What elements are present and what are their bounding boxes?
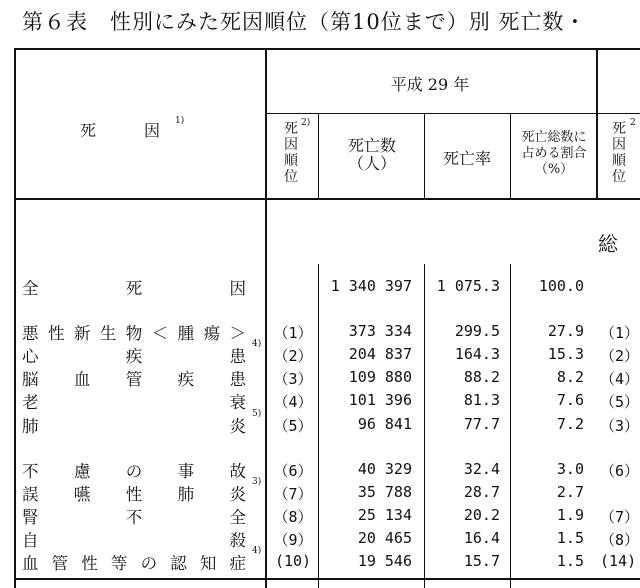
share-cell: 8.2 (556, 368, 584, 386)
header-rate: 死亡率 (442, 149, 491, 168)
cause-char: 患 (229, 370, 246, 389)
cause-char: 衰 (229, 393, 246, 412)
cause-char: 新 (73, 324, 91, 343)
cause-char: 故 (229, 462, 246, 481)
cause-char: 殺 (229, 531, 246, 550)
cause-char: 性 (125, 485, 143, 504)
cause-footnote: 4) (252, 339, 262, 349)
cause-label (22, 389, 246, 413)
header-deaths: 死亡数 （人） (347, 136, 396, 173)
cause-char: 疾 (177, 370, 195, 389)
next-rank-cell: （7） (600, 508, 640, 526)
cause-char: 慮 (73, 462, 91, 481)
cause-label (22, 275, 246, 299)
header-rank: 死 因 順 位 (284, 121, 298, 185)
rank-cell: （5） (273, 417, 313, 435)
cause-label (22, 527, 246, 551)
rank-cell: （8） (273, 508, 313, 526)
share-cell: 1.5 (556, 529, 584, 547)
deaths-cell: 101 396 (348, 391, 412, 409)
share-cell: 7.6 (556, 391, 584, 409)
rate-cell: 88.2 (463, 368, 500, 386)
rate-cell: 32.4 (463, 460, 500, 478)
rank-cell: (10) (274, 552, 312, 570)
next-rank-cell: （5） (600, 393, 640, 411)
cause-char: 物 (125, 324, 143, 343)
cause-label (22, 504, 246, 528)
cause-char: 全 (22, 279, 39, 298)
cause-char: の (140, 554, 158, 573)
cause-char: 死 (125, 279, 143, 298)
cause-char: 誤 (22, 485, 39, 504)
cause-char: 全 (229, 508, 246, 527)
share-cell: 15.3 (547, 345, 584, 363)
header-year: 平成 29 年 (390, 75, 470, 94)
cause-char: 因 (229, 279, 246, 298)
cause-char: 脳 (22, 370, 39, 389)
cause-char: 不 (22, 462, 39, 481)
cause-label (22, 550, 246, 574)
cause-char: 悪 (22, 324, 39, 343)
deaths-cell: 1 340 397 (330, 277, 412, 295)
next-rank-cell: （6） (600, 462, 640, 480)
cause-char: ＜ (151, 324, 169, 343)
share-cell: 1.5 (556, 552, 584, 570)
header-share: 死亡総数に 占める割合 （%） (521, 130, 587, 177)
header-cause-footnote: 1) (175, 116, 185, 126)
rank-cell: （3） (273, 370, 313, 388)
cause-char: 自 (22, 531, 39, 550)
cause-char: ＞ (229, 324, 246, 343)
share-cell: 3.0 (556, 460, 584, 478)
next-rank-cell: （1） (600, 324, 640, 342)
cause-char: 肺 (177, 485, 195, 504)
cause-label (22, 343, 246, 367)
rate-cell: 20.2 (463, 506, 500, 524)
cause-char: 腎 (22, 508, 39, 527)
rate-cell: 299.5 (454, 322, 500, 340)
share-cell: 27.9 (547, 322, 584, 340)
cause-char: 性 (47, 324, 65, 343)
cause-footnote: 4) (252, 546, 262, 556)
header-cause: 死 因 (79, 121, 160, 140)
deaths-cell: 20 465 (357, 529, 412, 547)
cause-char: 肺 (22, 417, 39, 436)
cause-label (22, 413, 246, 437)
cause-char: 血 (73, 370, 91, 389)
rank-cell: （6） (273, 462, 313, 480)
deaths-cell: 204 837 (348, 345, 412, 363)
deaths-cell: 96 841 (357, 415, 412, 433)
cause-char: 嚥 (73, 485, 91, 504)
deaths-cell: 373 334 (348, 322, 412, 340)
rank-cell: （2） (273, 347, 313, 365)
share-cell: 7.2 (556, 415, 584, 433)
header-next-rank-footnote: 2 (630, 118, 636, 128)
rank-cell: （4） (273, 393, 313, 411)
deaths-cell: 25 134 (357, 506, 412, 524)
rate-cell: 164.3 (454, 345, 500, 363)
cause-char: 管 (125, 370, 143, 389)
cause-label (22, 481, 246, 505)
cause-char: 等 (110, 554, 128, 573)
share-cell: 100.0 (538, 277, 584, 295)
cause-char: 認 (170, 554, 187, 573)
rate-cell: 81.3 (463, 391, 500, 409)
cause-footnote: 3) (252, 477, 262, 487)
next-rank-cell: （4） (600, 370, 640, 388)
header-next-rank: 死 因 順 位 (612, 121, 626, 185)
deaths-cell: 19 546 (357, 552, 412, 570)
next-rank-cell: (14) (600, 552, 637, 570)
table-title: 第６表 性別にみた死因順位（第10位まで）別 死亡数・ (22, 10, 587, 34)
next-rank-cell: （3） (600, 417, 640, 435)
deaths-cell: 40 329 (357, 460, 412, 478)
cause-label (22, 458, 246, 482)
cause-footnote: 5) (252, 409, 262, 419)
cause-char: 心 (22, 347, 39, 366)
cause-label (22, 366, 246, 390)
cause-char: 疾 (125, 347, 143, 366)
rate-cell: 77.7 (463, 415, 500, 433)
cause-char: 知 (199, 554, 217, 573)
cause-char: 炎 (229, 417, 246, 436)
rank-cell: （7） (273, 485, 313, 503)
rank-cell: （9） (273, 531, 313, 549)
cause-char: 腫 (177, 324, 195, 343)
cause-char: 血 (22, 554, 39, 573)
rate-cell: 28.7 (463, 483, 500, 501)
rate-cell: 1 075.3 (436, 277, 500, 295)
cause-char: 炎 (229, 485, 246, 504)
cause-char: 管 (51, 554, 69, 573)
cause-char: 生 (99, 324, 117, 343)
cause-char: 事 (177, 462, 195, 481)
cause-char: 性 (81, 554, 98, 573)
cause-char: の (125, 462, 143, 481)
rank-cell: （1） (273, 324, 313, 342)
share-cell: 2.7 (556, 483, 584, 501)
cause-char: 老 (22, 393, 39, 412)
share-cell: 1.9 (556, 506, 584, 524)
cause-char: 患 (229, 347, 246, 366)
cause-label (22, 320, 246, 344)
cause-char: 症 (229, 554, 246, 573)
section-label: 総 (598, 232, 618, 256)
rate-cell: 15.7 (463, 552, 500, 570)
next-rank-cell: （8） (600, 531, 640, 549)
rate-cell: 16.4 (463, 529, 500, 547)
cause-char: 不 (125, 508, 143, 527)
header-rank-footnote: 2) (301, 118, 311, 128)
cause-char: 瘍 (203, 324, 221, 343)
deaths-cell: 35 788 (357, 483, 412, 501)
deaths-cell: 109 880 (348, 368, 412, 386)
next-rank-cell: （2） (600, 347, 640, 365)
